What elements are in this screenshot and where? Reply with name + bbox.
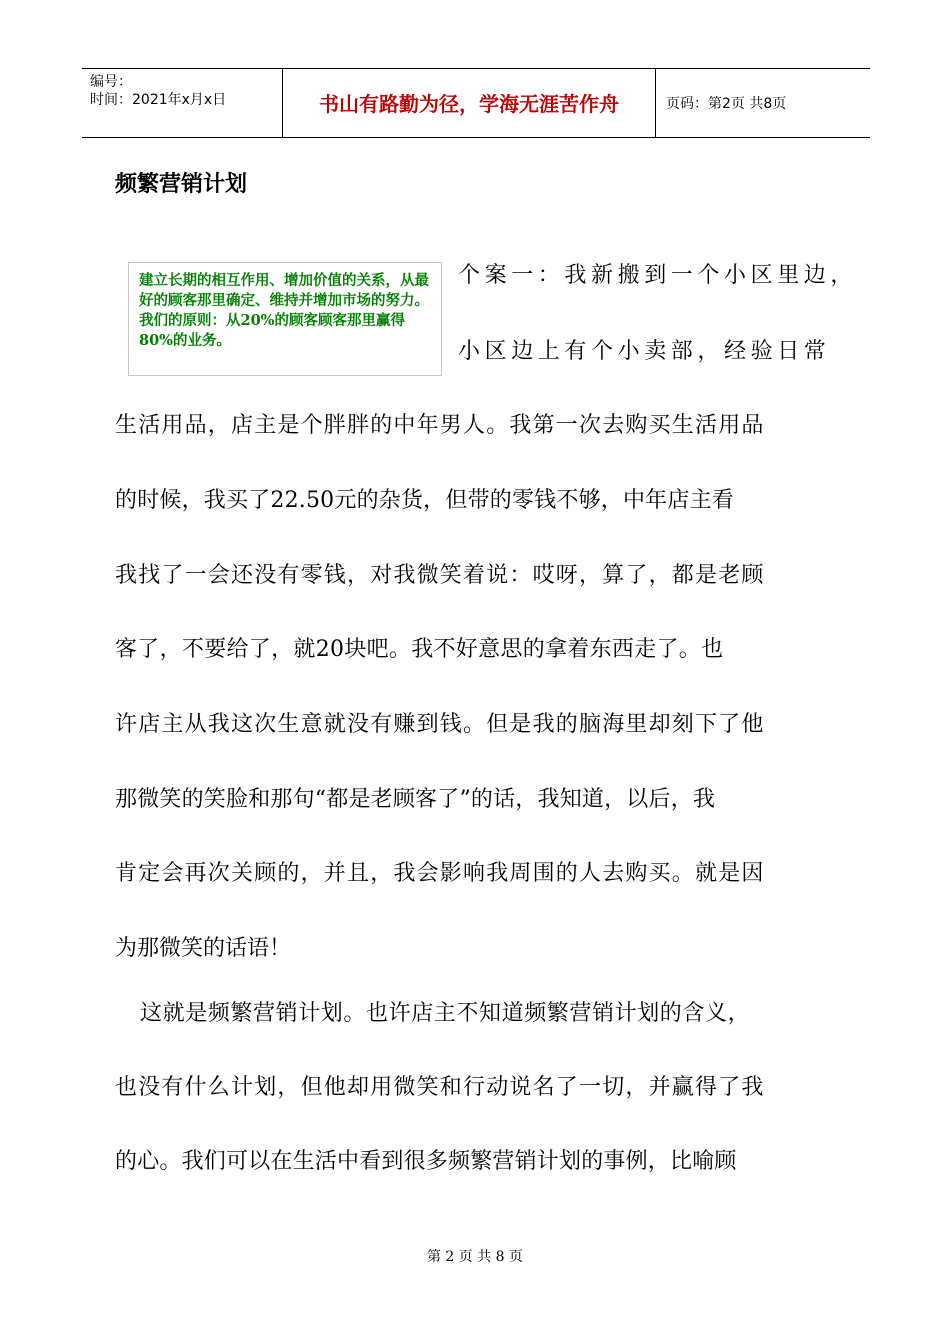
header-motto: 书山有路勤为径，学海无涯苦作舟: [319, 92, 619, 116]
body-line: 的时候，我买了22.50元的杂货，但带的零钱不够，中年店主看: [115, 488, 734, 513]
header-page-cell: [656, 69, 870, 137]
body-line: 客了，不要给了，就20块吧。我不好意思的拿着东西走了。也: [115, 637, 724, 662]
document-number-label: 编号：: [90, 74, 132, 90]
body-line: 也没有什么计划，但他却用微笑和行动说名了一切，并赢得了我: [115, 1075, 765, 1100]
body-line: 的心。我们可以在生活中看到很多频繁营销计划的事例，比喻顾: [115, 1149, 737, 1174]
header-page-number: 页码：第2页 共8页: [666, 96, 787, 112]
body-line: 肯定会再次关顾的，并且，我会影响我周围的人去购买。就是因: [115, 861, 765, 886]
document-time-label: 时间：2021年x月x日: [90, 92, 227, 108]
document-title: 频繁营销计划: [115, 172, 248, 197]
callout-box: [128, 262, 442, 376]
body-line: 生活用品，店主是个胖胖的中年男人。我第一次去购买生活用品: [115, 413, 765, 438]
body-line: 许店主从我这次生意就没有赚到钱。但是我的脑海里却刻下了他: [115, 712, 765, 737]
header-meta-cell: [82, 69, 283, 137]
body-line: 为那微笑的话语！: [115, 936, 292, 961]
body-line: 我找了一会还没有零钱，对我微笑着说：哎呀，算了，都是老顾: [115, 563, 765, 588]
body-line: 个案一：我新搬到一个小区里边，: [458, 263, 858, 288]
callout-text: 建立长期的相互作用、增加价值的关系，从最好的顾客那里确定、维持并增加市场的努力。我们的原则：从20%的顾客顾客那里赢得80%的业务。: [139, 272, 429, 349]
body-line: 小区边上有个小卖部，经验日常: [458, 339, 831, 364]
body-line: 那微笑的笑脸和那句“都是老顾客了”的话，我知道，以后，我: [115, 787, 716, 812]
body-line: 这就是频繁营销计划。也许店主不知道频繁营销计划的含义，: [140, 1001, 751, 1026]
header-table: [82, 68, 870, 138]
page-footer: 第 2 页 共 8 页: [426, 1249, 524, 1265]
header-motto-cell: [283, 69, 656, 137]
